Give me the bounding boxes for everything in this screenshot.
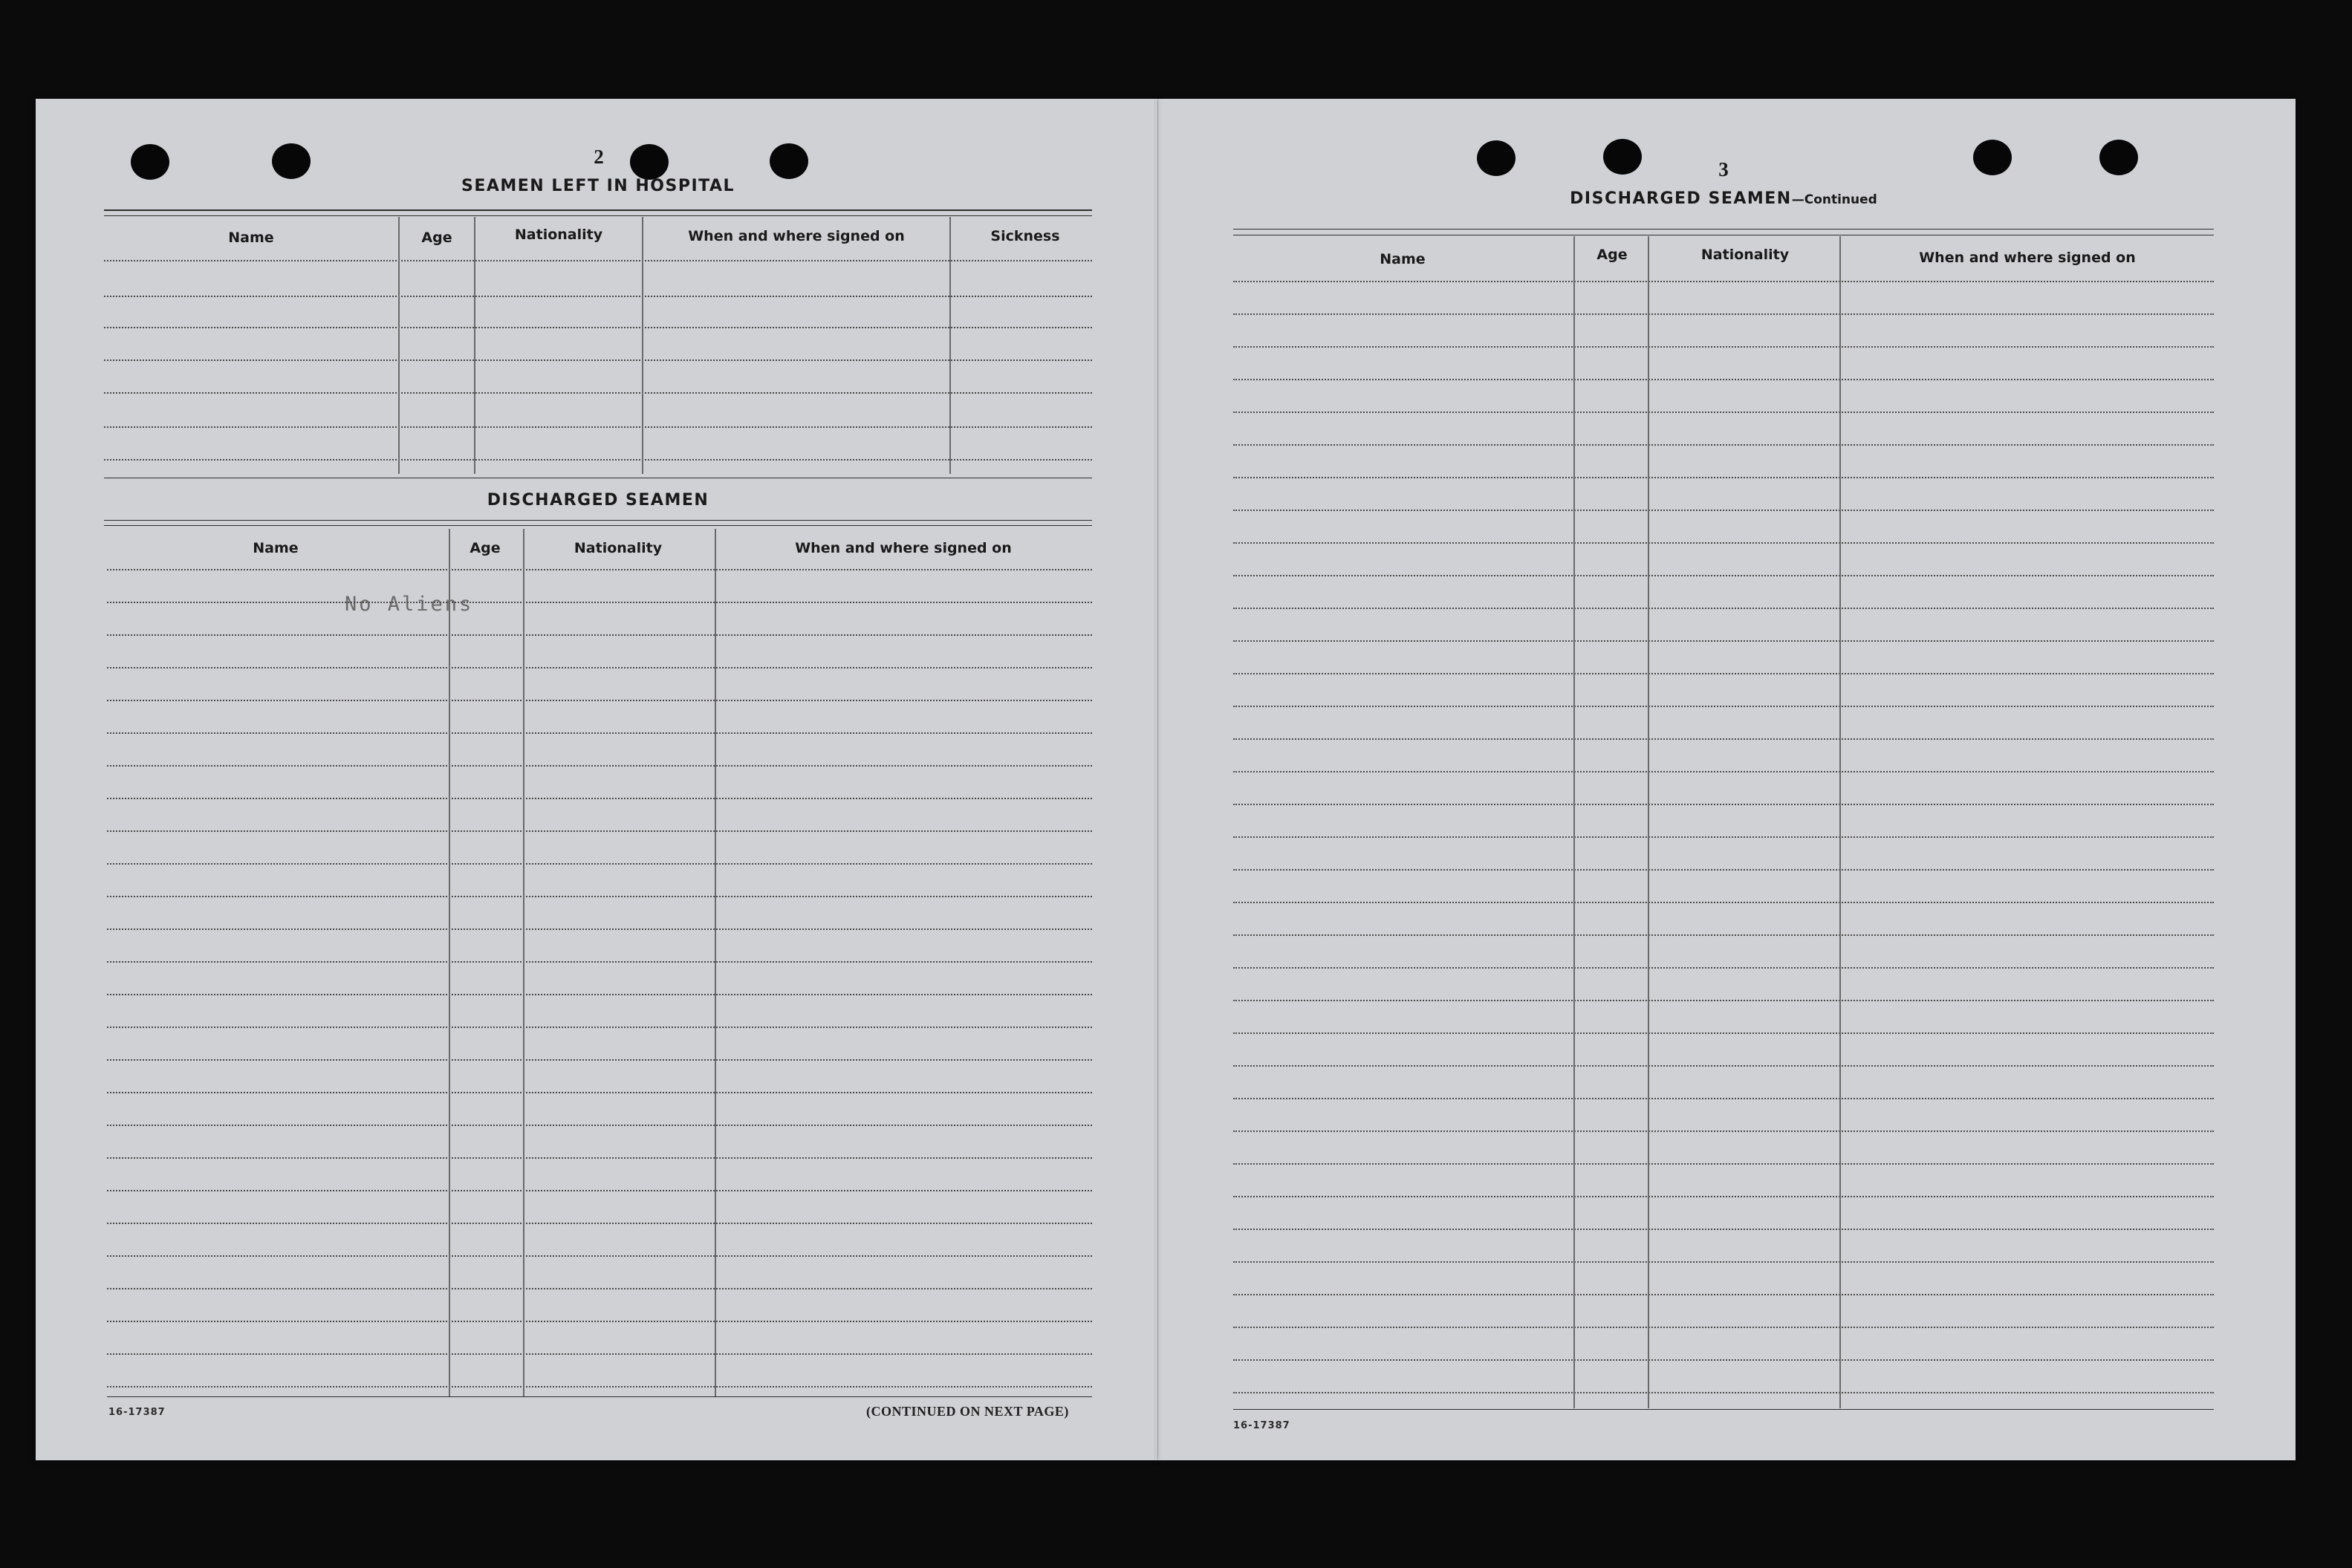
row-line (107, 1386, 1092, 1388)
column-header-age: Age (470, 540, 501, 556)
column-header-name: Name (1380, 251, 1426, 267)
hospital-section-title: SEAMEN LEFT IN HOSPITAL (461, 177, 735, 195)
row-line (1233, 640, 2214, 642)
title-suffix: —Continued (1791, 192, 1877, 207)
row-line (1233, 1131, 2214, 1132)
row-line (1233, 510, 2214, 511)
row-line (1233, 411, 2214, 413)
row-line (107, 1157, 1092, 1159)
column-header-name: Name (253, 540, 299, 556)
row-line (107, 765, 1092, 767)
row-line (107, 602, 1092, 603)
page-number: 3 (1718, 158, 1729, 180)
title-text: DISCHARGED SEAMEN (1570, 189, 1792, 208)
row-line (1233, 967, 2214, 969)
row-line (107, 1027, 1092, 1028)
row-line (107, 1288, 1092, 1289)
row-line (107, 961, 1092, 963)
row-line (107, 1321, 1092, 1322)
column-divider (398, 217, 400, 474)
row-line (1233, 477, 2214, 478)
column-header-nationality: Nationality (1700, 247, 1790, 263)
row-line (107, 1396, 1092, 1397)
row-line (1233, 673, 2214, 674)
column-header-sickness: Sickness (990, 228, 1060, 244)
row-line (107, 1125, 1092, 1126)
table-rule (104, 459, 1092, 461)
row-line (1233, 1032, 2214, 1034)
row-line (107, 667, 1092, 668)
column-header-signed-on: When and where signed on (1919, 250, 2136, 266)
punch-hole (272, 143, 311, 179)
form-code: 16-17387 (1233, 1420, 1290, 1431)
row-line (1233, 771, 2214, 772)
punch-hole (131, 144, 169, 180)
punch-hole (1603, 139, 1642, 175)
column-divider (949, 217, 951, 474)
column-header-signed-on: When and where signed on (688, 228, 905, 244)
column-divider (449, 529, 450, 1396)
row-line (1233, 281, 2214, 282)
row-line (1233, 1229, 2214, 1230)
table-rule (104, 327, 1092, 328)
column-divider (642, 217, 643, 474)
table-rule (104, 360, 1092, 361)
discharged-section-title: DISCHARGED SEAMEN (487, 491, 709, 510)
column-header-nationality: Nationality (514, 227, 603, 243)
row-line (1233, 706, 2214, 707)
row-line (1233, 1327, 2214, 1328)
row-line (1233, 836, 2214, 838)
row-line (1233, 313, 2214, 315)
row-line (1233, 346, 2214, 348)
table-rule (104, 296, 1092, 297)
table-rule (104, 209, 1092, 211)
row-line (107, 1059, 1092, 1061)
row-line (1233, 575, 2214, 576)
row-line (107, 863, 1092, 865)
row-line (107, 732, 1092, 734)
column-divider (474, 217, 475, 474)
table-rule (1233, 229, 2214, 230)
form-code: 16-17387 (108, 1407, 166, 1418)
row-line (1233, 379, 2214, 380)
discharged-continued-title (1530, 189, 1917, 208)
row-line (107, 896, 1092, 897)
punch-hole (1973, 140, 2012, 175)
row-line (107, 1092, 1092, 1093)
row-line (1233, 1294, 2214, 1295)
table-rule (104, 215, 1092, 216)
column-header-age: Age (1596, 247, 1628, 263)
row-line (1233, 1196, 2214, 1197)
column-header-age: Age (421, 230, 452, 246)
table-rule (104, 520, 1092, 521)
row-line (107, 1190, 1092, 1191)
table-rule (104, 426, 1092, 428)
row-line (107, 1255, 1092, 1257)
row-line (1233, 1163, 2214, 1165)
column-header-name: Name (228, 230, 274, 246)
page-fold (1154, 99, 1157, 1460)
punch-hole (630, 144, 669, 180)
row-line (107, 994, 1092, 995)
row-line (1233, 902, 2214, 903)
row-line (107, 634, 1092, 636)
typed-entry: No Aliens (345, 593, 474, 616)
table-rule (104, 260, 1092, 261)
row-line (1233, 738, 2214, 740)
continued-note: (CONTINUED ON NEXT PAGE) (866, 1404, 1069, 1419)
column-divider (1839, 236, 1841, 1408)
row-line (107, 1223, 1092, 1224)
row-line (1233, 869, 2214, 871)
column-header-signed-on: When and where signed on (795, 540, 1012, 556)
row-line (1233, 542, 2214, 544)
row-line (1233, 934, 2214, 936)
row-line (107, 928, 1092, 930)
punch-hole (1477, 140, 1516, 176)
row-line (107, 700, 1092, 701)
row-line (1233, 1000, 2214, 1001)
column-divider (1648, 236, 1649, 1408)
column-divider (1573, 236, 1575, 1408)
row-line (1233, 1261, 2214, 1263)
row-line (1233, 804, 2214, 805)
row-line (107, 569, 1092, 570)
row-line (1233, 1392, 2214, 1393)
punch-hole (2099, 140, 2138, 175)
row-line (107, 830, 1092, 832)
punch-hole (770, 143, 808, 179)
column-header-nationality: Nationality (574, 540, 663, 556)
row-line (1233, 1098, 2214, 1099)
table-rule (1233, 1409, 2214, 1410)
row-line (1233, 444, 2214, 446)
right-page (1156, 99, 2296, 1460)
table-rule (104, 525, 1092, 526)
row-line (107, 798, 1092, 799)
row-line (1233, 1359, 2214, 1361)
row-line (1233, 608, 2214, 609)
page-number: 2 (594, 146, 604, 168)
row-line (107, 1353, 1092, 1355)
column-divider (715, 529, 716, 1396)
column-divider (523, 529, 524, 1396)
table-rule (104, 392, 1092, 394)
row-line (1233, 1065, 2214, 1067)
